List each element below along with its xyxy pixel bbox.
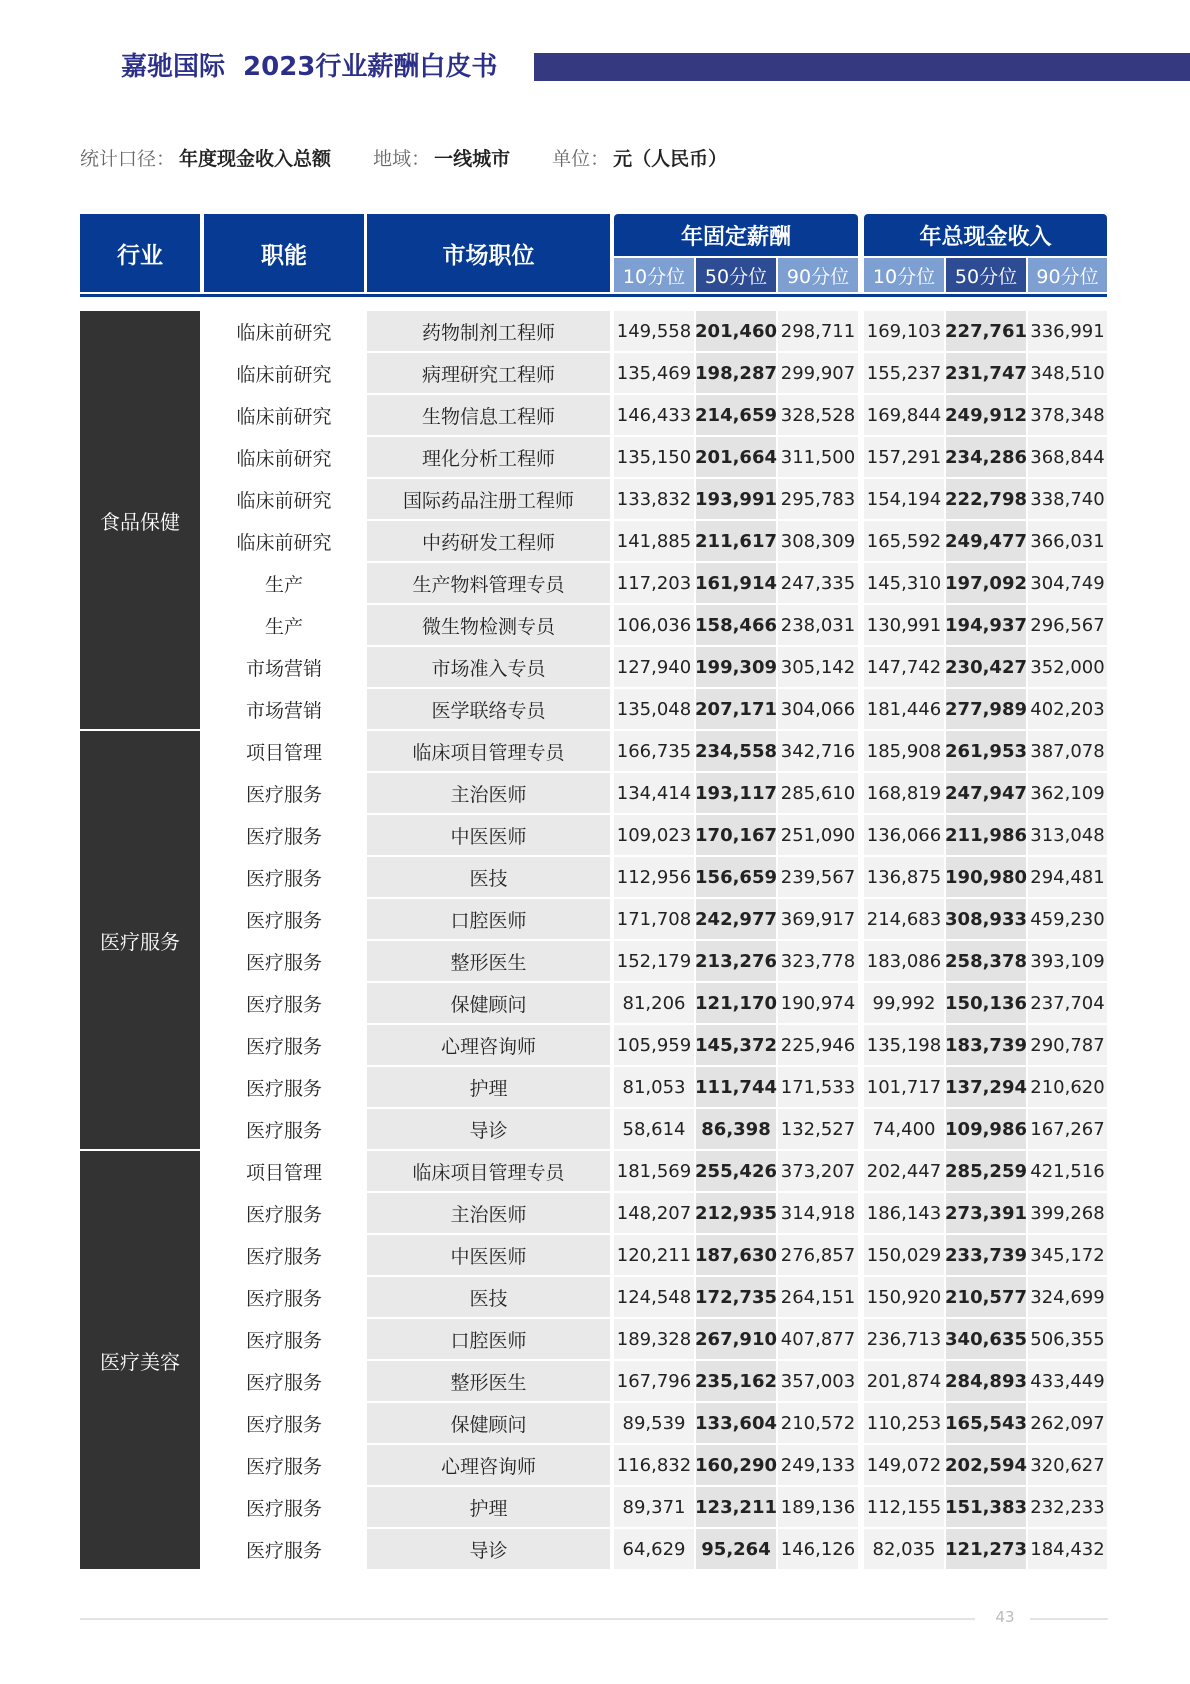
table-row [0,311,1190,353]
value-fixed-p10: 181,569 [614,1151,694,1191]
table-row [0,563,1190,605]
value-total-p10: 155,237 [864,353,944,393]
function-cell: 医疗服务 [245,951,322,974]
value-fixed-p90: 189,136 [778,1487,858,1527]
table-row [0,1025,1190,1067]
value-fixed-p90: 298,711 [778,311,858,351]
value-total-p50: 233,739 [946,1235,1026,1275]
value-fixed-p90: 238,031 [778,605,858,645]
function-cell: 医疗服务 [245,1539,322,1562]
value-fixed-p10: 135,150 [614,437,694,477]
value-total-p10: 168,819 [864,773,944,813]
value-total-p90: 348,510 [1028,353,1107,393]
header-function: 职能 [204,214,364,292]
report-title: 2023行业薪酬白皮书 [243,52,498,82]
value-fixed-p50: 193,991 [696,479,776,519]
value-fixed-p10: 89,539 [614,1403,694,1443]
value-fixed-p50: 234,558 [696,731,776,771]
position-cell: 口腔医师 [367,899,610,939]
function-cell: 临床前研究 [236,321,332,344]
header-fixed-p50: 50分位 [696,258,776,292]
function-cell: 生产 [264,615,303,638]
value-total-p10: 154,194 [864,479,944,519]
function-cell: 医疗服务 [245,1371,322,1394]
table-row [0,1193,1190,1235]
value-fixed-p10: 117,203 [614,563,694,603]
value-total-p90: 262,097 [1028,1403,1107,1443]
table-row [0,1277,1190,1319]
position-cell: 药物制剂工程师 [367,311,610,351]
function-cell: 医疗服务 [245,1287,322,1310]
value-total-p90: 399,268 [1028,1193,1107,1233]
meta-unit: 单位： 元（人民币） [552,148,728,170]
value-total-p90: 167,267 [1028,1109,1107,1149]
value-fixed-p50: 214,659 [696,395,776,435]
table-row [0,1361,1190,1403]
value-total-p90: 378,348 [1028,395,1107,435]
value-total-p10: 169,103 [864,311,944,351]
value-fixed-p90: 285,610 [778,773,858,813]
value-total-p10: 130,991 [864,605,944,645]
value-total-p50: 284,893 [946,1361,1026,1401]
value-fixed-p10: 134,414 [614,773,694,813]
value-fixed-p90: 295,783 [778,479,858,519]
function-cell: 医疗服务 [245,993,322,1016]
value-fixed-p90: 407,877 [778,1319,858,1359]
value-total-p10: 145,310 [864,563,944,603]
table-row [0,479,1190,521]
position-cell: 保健顾问 [367,983,610,1023]
value-total-p10: 201,874 [864,1361,944,1401]
position-cell: 生产物料管理专员 [367,563,610,603]
position-cell: 医技 [367,857,610,897]
value-total-p90: 352,000 [1028,647,1107,687]
value-total-p50: 190,980 [946,857,1026,897]
value-total-p50: 227,761 [946,311,1026,351]
position-cell: 口腔医师 [367,1319,610,1359]
value-fixed-p10: 124,548 [614,1277,694,1317]
value-fixed-p90: 308,309 [778,521,858,561]
position-cell: 护理 [367,1487,610,1527]
function-cell: 临床前研究 [236,531,332,554]
value-total-p10: 186,143 [864,1193,944,1233]
value-fixed-p90: 342,716 [778,731,858,771]
function-cell: 医疗服务 [245,1413,322,1436]
value-fixed-p10: 141,885 [614,521,694,561]
value-total-p90: 393,109 [1028,941,1107,981]
value-total-p90: 313,048 [1028,815,1107,855]
table-row [0,857,1190,899]
value-fixed-p90: 369,917 [778,899,858,939]
table-row [0,437,1190,479]
value-total-p50: 150,136 [946,983,1026,1023]
table-row [0,605,1190,647]
value-fixed-p10: 189,328 [614,1319,694,1359]
value-fixed-p10: 106,036 [614,605,694,645]
header-total-p10: 10分位 [864,258,944,292]
value-total-p90: 296,567 [1028,605,1107,645]
value-total-p10: 150,029 [864,1235,944,1275]
value-fixed-p90: 190,974 [778,983,858,1023]
header-fixed-pay: 年固定薪酬 [614,214,858,256]
value-total-p90: 362,109 [1028,773,1107,813]
value-fixed-p10: 167,796 [614,1361,694,1401]
header-accent-bar [534,53,1190,81]
function-cell: 生产 [264,573,303,596]
value-fixed-p50: 212,935 [696,1193,776,1233]
value-fixed-p10: 81,206 [614,983,694,1023]
meta-scope: 统计口径： 年度现金收入总额 [80,148,332,170]
industry-cell: 医疗美容 [80,1151,200,1569]
position-cell: 保健顾问 [367,1403,610,1443]
table-row [0,815,1190,857]
table-row [0,1109,1190,1151]
position-cell: 整形医生 [367,941,610,981]
page-number: 43 [995,1608,1015,1626]
value-total-p50: 261,953 [946,731,1026,771]
value-fixed-p90: 171,533 [778,1067,858,1107]
document-title [121,50,497,84]
position-cell: 中医医师 [367,1235,610,1275]
function-cell: 临床前研究 [236,447,332,470]
position-cell: 医学联络专员 [367,689,610,729]
value-fixed-p50: 201,460 [696,311,776,351]
value-fixed-p50: 187,630 [696,1235,776,1275]
value-fixed-p90: 249,133 [778,1445,858,1485]
position-cell: 整形医生 [367,1361,610,1401]
value-fixed-p50: 133,604 [696,1403,776,1443]
value-total-p10: 236,713 [864,1319,944,1359]
position-cell: 临床项目管理专员 [367,731,610,771]
footer-rule-right [1030,1618,1108,1620]
table-row [0,983,1190,1025]
value-total-p90: 336,991 [1028,311,1107,351]
value-fixed-p50: 193,117 [696,773,776,813]
header-total-cash: 年总现金收入 [864,214,1107,256]
function-cell: 医疗服务 [245,909,322,932]
value-total-p90: 232,233 [1028,1487,1107,1527]
header-position: 市场职位 [367,214,610,292]
value-total-p50: 197,092 [946,563,1026,603]
function-cell: 临床前研究 [236,363,332,386]
value-fixed-p10: 148,207 [614,1193,694,1233]
position-cell: 微生物检测专员 [367,605,610,645]
value-total-p10: 157,291 [864,437,944,477]
value-fixed-p90: 373,207 [778,1151,858,1191]
value-fixed-p10: 152,179 [614,941,694,981]
statistics-meta [80,144,763,171]
value-total-p90: 366,031 [1028,521,1107,561]
position-cell: 中药研发工程师 [367,521,610,561]
value-fixed-p90: 328,528 [778,395,858,435]
value-total-p10: 82,035 [864,1529,944,1569]
position-cell: 心理咨询师 [367,1025,610,1065]
value-total-p10: 135,198 [864,1025,944,1065]
value-total-p50: 308,933 [946,899,1026,939]
value-fixed-p90: 311,500 [778,437,858,477]
value-total-p50: 211,986 [946,815,1026,855]
position-cell: 护理 [367,1067,610,1107]
industry-cell: 医疗服务 [80,731,200,1149]
position-cell: 临床项目管理专员 [367,1151,610,1191]
value-fixed-p50: 160,290 [696,1445,776,1485]
value-fixed-p90: 276,857 [778,1235,858,1275]
value-fixed-p10: 127,940 [614,647,694,687]
position-cell: 医技 [367,1277,610,1317]
table-row [0,1151,1190,1193]
value-total-p90: 368,844 [1028,437,1107,477]
table-row [0,731,1190,773]
value-fixed-p50: 172,735 [696,1277,776,1317]
value-total-p10: 101,717 [864,1067,944,1107]
value-fixed-p10: 89,371 [614,1487,694,1527]
value-total-p90: 459,230 [1028,899,1107,939]
table-row [0,395,1190,437]
value-fixed-p50: 111,744 [696,1067,776,1107]
value-total-p10: 147,742 [864,647,944,687]
header-industry: 行业 [80,214,200,292]
value-total-p50: 194,937 [946,605,1026,645]
value-total-p10: 202,447 [864,1151,944,1191]
value-total-p50: 231,747 [946,353,1026,393]
header-total-p50: 50分位 [946,258,1026,292]
table-row [0,689,1190,731]
value-total-p90: 402,203 [1028,689,1107,729]
table-row [0,353,1190,395]
value-fixed-p10: 146,433 [614,395,694,435]
function-cell: 医疗服务 [245,1245,322,1268]
position-cell: 导诊 [367,1529,610,1569]
position-cell: 理化分析工程师 [367,437,610,477]
value-total-p10: 110,253 [864,1403,944,1443]
value-fixed-p10: 135,469 [614,353,694,393]
value-total-p50: 277,989 [946,689,1026,729]
value-fixed-p50: 170,167 [696,815,776,855]
value-fixed-p90: 299,907 [778,353,858,393]
value-fixed-p90: 225,946 [778,1025,858,1065]
value-fixed-p90: 357,003 [778,1361,858,1401]
table-row [0,899,1190,941]
table-row [0,773,1190,815]
value-total-p50: 230,427 [946,647,1026,687]
value-fixed-p10: 133,832 [614,479,694,519]
position-cell: 市场准入专员 [367,647,610,687]
function-cell: 医疗服务 [245,1497,322,1520]
value-fixed-p90: 304,066 [778,689,858,729]
function-cell: 市场营销 [245,657,322,680]
header-fixed-p10: 10分位 [614,258,694,292]
value-fixed-p90: 314,918 [778,1193,858,1233]
function-cell: 医疗服务 [245,1119,322,1142]
value-fixed-p10: 109,023 [614,815,694,855]
table-row [0,1445,1190,1487]
function-cell: 临床前研究 [236,489,332,512]
value-fixed-p10: 64,629 [614,1529,694,1569]
meta-region: 地域： 一线城市 [373,148,511,170]
value-fixed-p90: 323,778 [778,941,858,981]
value-total-p10: 136,875 [864,857,944,897]
value-fixed-p10: 166,735 [614,731,694,771]
value-total-p10: 136,066 [864,815,944,855]
value-fixed-p10: 149,558 [614,311,694,351]
value-fixed-p50: 255,426 [696,1151,776,1191]
footer-rule-left [80,1618,975,1620]
function-cell: 医疗服务 [245,867,322,890]
value-fixed-p10: 116,832 [614,1445,694,1485]
table-row [0,521,1190,563]
function-cell: 医疗服务 [245,1203,322,1226]
value-total-p50: 109,986 [946,1109,1026,1149]
value-total-p90: 345,172 [1028,1235,1107,1275]
function-cell: 项目管理 [245,741,322,764]
value-total-p50: 151,383 [946,1487,1026,1527]
value-fixed-p50: 121,170 [696,983,776,1023]
value-total-p90: 304,749 [1028,563,1107,603]
table-row [0,647,1190,689]
function-cell: 医疗服务 [245,783,322,806]
value-total-p90: 506,355 [1028,1319,1107,1359]
value-total-p50: 210,577 [946,1277,1026,1317]
brand-name: 嘉驰国际 [121,52,226,82]
value-fixed-p90: 146,126 [778,1529,858,1569]
value-total-p50: 285,259 [946,1151,1026,1191]
value-total-p10: 185,908 [864,731,944,771]
page-header [0,50,1190,90]
table-row [0,1403,1190,1445]
value-total-p50: 340,635 [946,1319,1026,1359]
value-total-p90: 433,449 [1028,1361,1107,1401]
value-fixed-p50: 242,977 [696,899,776,939]
value-total-p10: 149,072 [864,1445,944,1485]
value-fixed-p10: 105,959 [614,1025,694,1065]
industry-cell: 食品保健 [80,311,200,729]
value-total-p10: 181,446 [864,689,944,729]
value-total-p50: 258,378 [946,941,1026,981]
table-row [0,941,1190,983]
function-cell: 市场营销 [245,699,322,722]
value-fixed-p90: 239,567 [778,857,858,897]
value-total-p50: 234,286 [946,437,1026,477]
value-fixed-p90: 132,527 [778,1109,858,1149]
value-total-p50: 202,594 [946,1445,1026,1485]
value-total-p90: 290,787 [1028,1025,1107,1065]
position-cell: 生物信息工程师 [367,395,610,435]
value-fixed-p50: 161,914 [696,563,776,603]
position-cell: 国际药品注册工程师 [367,479,610,519]
value-total-p50: 247,947 [946,773,1026,813]
value-fixed-p50: 198,287 [696,353,776,393]
value-fixed-p90: 247,335 [778,563,858,603]
value-fixed-p10: 112,956 [614,857,694,897]
position-cell: 导诊 [367,1109,610,1149]
value-total-p10: 214,683 [864,899,944,939]
position-cell: 主治医师 [367,773,610,813]
header-fixed-p90: 90分位 [778,258,858,292]
value-total-p10: 99,992 [864,983,944,1023]
value-total-p90: 210,620 [1028,1067,1107,1107]
value-fixed-p10: 58,614 [614,1109,694,1149]
value-fixed-p90: 305,142 [778,647,858,687]
function-cell: 医疗服务 [245,1329,322,1352]
value-total-p10: 74,400 [864,1109,944,1149]
value-fixed-p10: 171,708 [614,899,694,939]
value-total-p50: 249,477 [946,521,1026,561]
function-cell: 医疗服务 [245,1077,322,1100]
value-fixed-p50: 207,171 [696,689,776,729]
function-cell: 医疗服务 [245,1035,322,1058]
value-fixed-p50: 158,466 [696,605,776,645]
value-fixed-p50: 213,276 [696,941,776,981]
value-total-p90: 421,516 [1028,1151,1107,1191]
value-total-p50: 183,739 [946,1025,1026,1065]
value-total-p90: 184,432 [1028,1529,1107,1569]
value-fixed-p10: 81,053 [614,1067,694,1107]
header-underline [80,294,1107,297]
value-fixed-p50: 123,211 [696,1487,776,1527]
position-cell: 病理研究工程师 [367,353,610,393]
function-cell: 医疗服务 [245,1455,322,1478]
value-fixed-p90: 251,090 [778,815,858,855]
position-cell: 主治医师 [367,1193,610,1233]
value-fixed-p50: 86,398 [696,1109,776,1149]
table-row [0,1067,1190,1109]
value-total-p10: 169,844 [864,395,944,435]
value-total-p50: 273,391 [946,1193,1026,1233]
value-total-p90: 338,740 [1028,479,1107,519]
value-total-p50: 137,294 [946,1067,1026,1107]
function-cell: 临床前研究 [236,405,332,428]
value-total-p10: 183,086 [864,941,944,981]
value-fixed-p50: 199,309 [696,647,776,687]
value-total-p10: 165,592 [864,521,944,561]
value-fixed-p50: 211,617 [696,521,776,561]
value-fixed-p50: 235,162 [696,1361,776,1401]
value-fixed-p50: 95,264 [696,1529,776,1569]
table-row [0,1319,1190,1361]
value-total-p90: 294,481 [1028,857,1107,897]
table-row [0,1487,1190,1529]
function-cell: 医疗服务 [245,825,322,848]
value-total-p90: 387,078 [1028,731,1107,771]
value-total-p50: 222,798 [946,479,1026,519]
table-row [0,1529,1190,1571]
value-fixed-p90: 210,572 [778,1403,858,1443]
function-cell: 项目管理 [245,1161,322,1184]
header-total-p90: 90分位 [1028,258,1107,292]
value-total-p90: 320,627 [1028,1445,1107,1485]
value-total-p50: 165,543 [946,1403,1026,1443]
value-fixed-p50: 145,372 [696,1025,776,1065]
value-total-p50: 249,912 [946,395,1026,435]
position-cell: 心理咨询师 [367,1445,610,1485]
value-fixed-p90: 264,151 [778,1277,858,1317]
table-row [0,1235,1190,1277]
value-fixed-p50: 156,659 [696,857,776,897]
position-cell: 中医医师 [367,815,610,855]
value-fixed-p50: 201,664 [696,437,776,477]
value-total-p10: 112,155 [864,1487,944,1527]
value-total-p90: 237,704 [1028,983,1107,1023]
value-total-p50: 121,273 [946,1529,1026,1569]
value-fixed-p10: 135,048 [614,689,694,729]
value-fixed-p10: 120,211 [614,1235,694,1275]
value-total-p90: 324,699 [1028,1277,1107,1317]
value-total-p10: 150,920 [864,1277,944,1317]
value-fixed-p50: 267,910 [696,1319,776,1359]
